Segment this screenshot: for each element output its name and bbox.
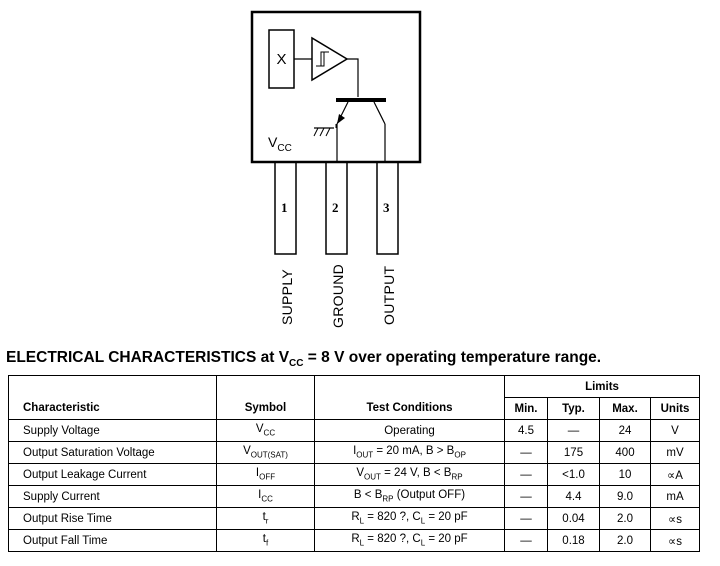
cell-units: V: [651, 420, 700, 442]
schmitt-trigger-icon: [316, 52, 329, 66]
cell-max: 24: [600, 420, 651, 442]
table-row: [9, 420, 700, 442]
col-units: Units: [651, 398, 700, 420]
cell-min: —: [505, 486, 548, 508]
table-header-row-limits: [9, 376, 700, 398]
cell-characteristic: Output Saturation Voltage: [9, 442, 217, 464]
hall-element-label: X: [276, 51, 287, 68]
cell-test-conditions: Operating: [315, 420, 505, 442]
cell-max: 9.0: [600, 486, 651, 508]
cell-max: 10: [600, 464, 651, 486]
pin-1-label: SUPPLY: [279, 268, 295, 325]
cell-symbol: $t_f$: [217, 530, 315, 552]
cell-characteristic: Supply Voltage: [9, 420, 217, 442]
cell-min: —: [505, 530, 548, 552]
cell-min: 4.5: [505, 420, 548, 442]
table-row: [9, 530, 700, 552]
table-row: [9, 464, 700, 486]
table-header-row: [9, 398, 700, 420]
table-row: [9, 486, 700, 508]
cell-units: ∝s: [651, 508, 700, 530]
cell-typ: —: [548, 420, 600, 442]
cell-max: 2.0: [600, 508, 651, 530]
section-heading: ELECTRICAL CHARACTERISTICS at $V_{CC} = 8$ V over operating temperature range.: [6, 349, 602, 369]
col-symbol: Symbol: [217, 398, 315, 420]
amplifier-icon: [312, 38, 347, 80]
cell-typ: 0.04: [548, 508, 600, 530]
col-characteristic: Characteristic: [9, 398, 217, 420]
pin-1-number: 1: [281, 200, 288, 215]
cell-symbol: $I_{OFF}$: [217, 464, 315, 486]
col-max: Max.: [600, 398, 651, 420]
pin-3-number: 3: [383, 200, 390, 215]
cell-typ: <1.0: [548, 464, 600, 486]
cell-typ: 0.18: [548, 530, 600, 552]
pin-2-number: 2: [332, 200, 339, 215]
pin-2-label: GROUND: [330, 263, 346, 328]
cell-characteristic: Output Leakage Current: [9, 464, 217, 486]
cell-max: 2.0: [600, 530, 651, 552]
cell-symbol: $t_r$: [217, 508, 315, 530]
cell-typ: 4.4: [548, 486, 600, 508]
cell-test-conditions: $R_L = 820$ ?, $C_L = 20$ pF: [315, 530, 505, 552]
cell-typ: 175: [548, 442, 600, 464]
emitter-arrow-icon: [337, 114, 345, 124]
col-min: Min.: [505, 398, 548, 420]
vcc-label: $V_{CC}$: [268, 134, 292, 154]
col-conditions: Test Conditions: [315, 398, 505, 420]
cell-units: mV: [651, 442, 700, 464]
cell-characteristic: Output Rise Time: [9, 508, 217, 530]
table-row: [9, 508, 700, 530]
cell-test-conditions: $I_{OUT} = 20$ mA, $B > B_{OP}$: [315, 442, 505, 464]
cell-units: ∝A: [651, 464, 700, 486]
cell-symbol: $V_{CC}$: [217, 420, 315, 442]
cell-max: 400: [600, 442, 651, 464]
cell-units: mA: [651, 486, 700, 508]
cell-symbol: $I_{CC}$: [217, 486, 315, 508]
transistor-collector: [374, 102, 385, 124]
wire-amp-transistor: [347, 59, 358, 97]
cell-min: —: [505, 442, 548, 464]
cell-test-conditions: $B < B_{RP}$ (Output OFF): [315, 486, 505, 508]
cell-test-conditions: $V_{OUT} = 24$ V, $B < B_{RP}$: [315, 464, 505, 486]
electrical-characteristics-table: [8, 375, 700, 552]
cell-min: —: [505, 464, 548, 486]
cell-min: —: [505, 508, 548, 530]
cell-test-conditions: $R_L = 820$ ?, $C_L = 20$ pF: [315, 508, 505, 530]
table-row: [9, 442, 700, 464]
pin-3-label: OUTPUT: [381, 265, 397, 325]
cell-characteristic: Supply Current: [9, 486, 217, 508]
limits-header: Limits: [505, 376, 700, 398]
cell-characteristic: Output Fall Time: [9, 530, 217, 552]
col-typ: Typ.: [548, 398, 600, 420]
cell-symbol: $V_{OUT(SAT)}$: [217, 442, 315, 464]
cell-units: ∝s: [651, 530, 700, 552]
